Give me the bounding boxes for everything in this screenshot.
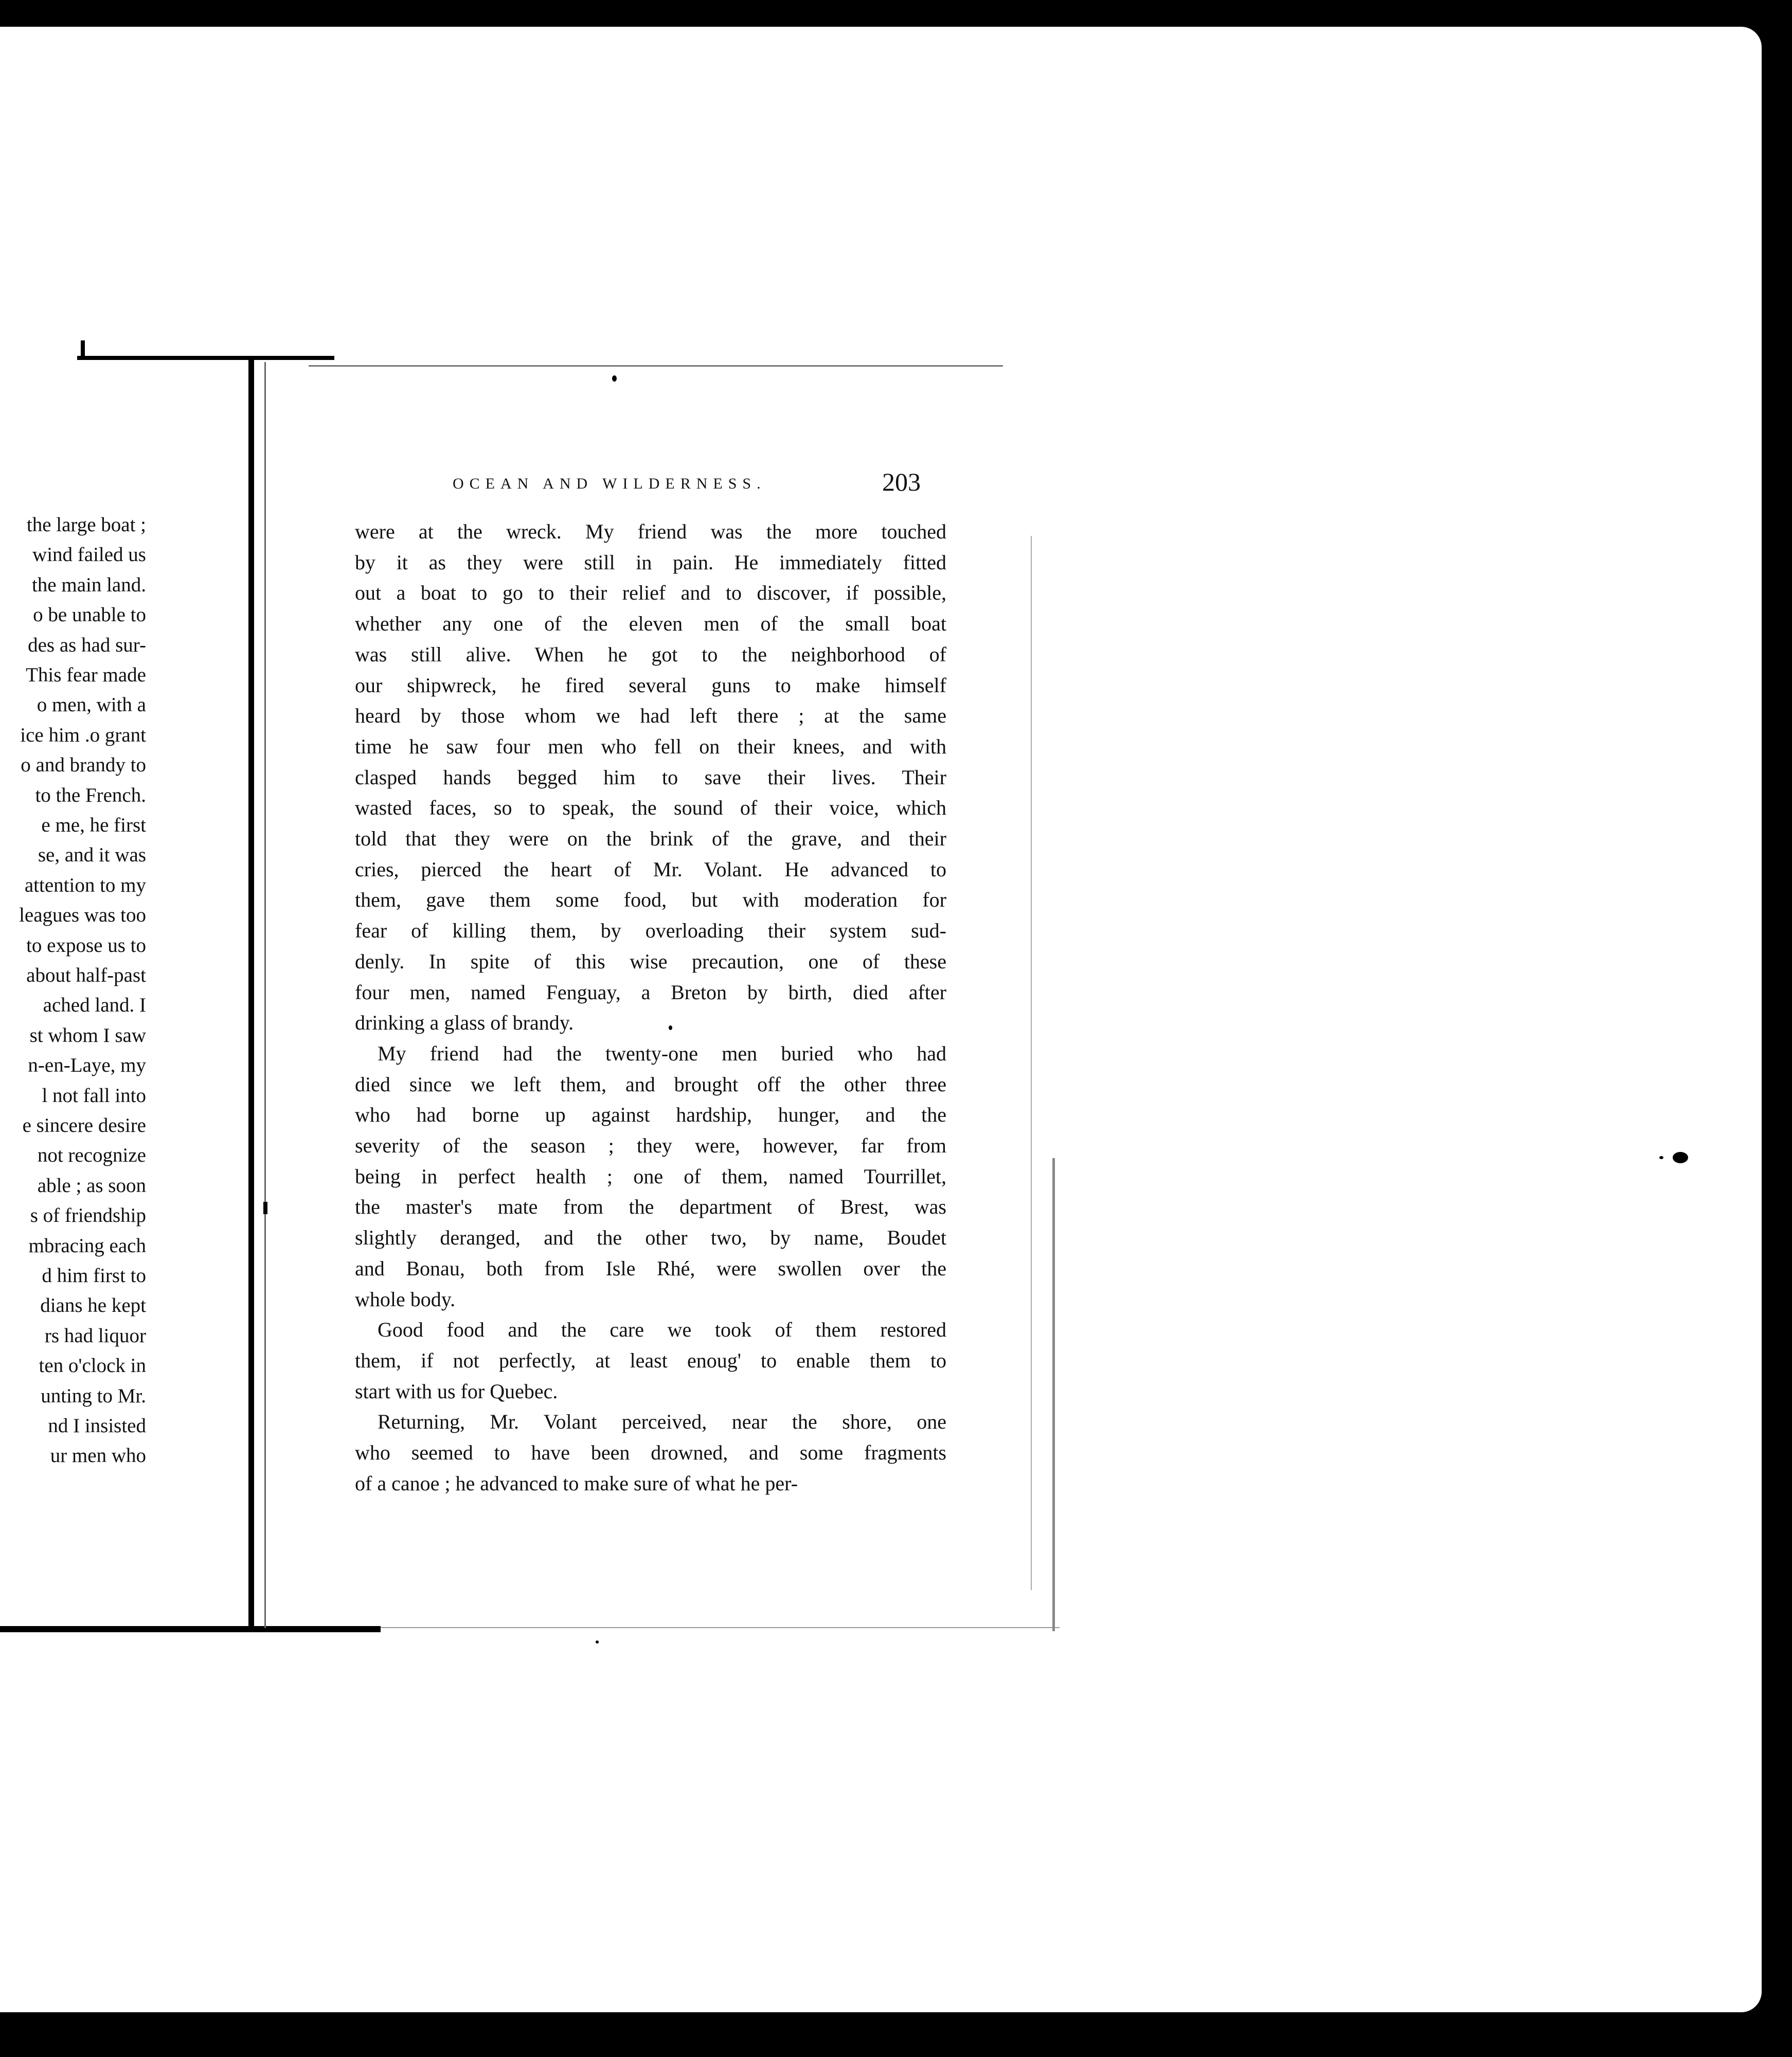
corner-tick	[81, 340, 85, 358]
text-line: unting to Mr.	[41, 1384, 146, 1407]
paragraph	[355, 1038, 946, 1314]
text-line: wasted faces, so to speak, the sound of their voice, which	[355, 796, 946, 820]
text-line: leagues was too	[19, 904, 146, 927]
page-number: 203	[882, 467, 921, 496]
text-line: not recognize	[37, 1144, 146, 1167]
paragraph	[355, 1314, 946, 1406]
text-line: were at the wreck. My friend was the more touched	[355, 520, 946, 543]
text-line: e me, he first	[41, 814, 146, 836]
text-line: by it as they were still in pain. He immediately fitted	[355, 550, 946, 574]
text-line: s of friendship	[30, 1204, 146, 1227]
spine-notch	[263, 1202, 267, 1214]
text-line: o be unable to	[33, 604, 146, 626]
scan-speck	[1673, 1152, 1688, 1163]
spine-inner-line	[264, 362, 266, 1628]
text-line: them, gave them some food, but with moderation for	[355, 888, 946, 912]
text-line: l not fall into	[42, 1084, 146, 1107]
top-rule-right	[309, 365, 1003, 367]
paragraph	[355, 1406, 946, 1499]
text-line: ten o'clock in	[39, 1355, 146, 1377]
text-line: n-en-Laye, my	[28, 1054, 146, 1077]
fore-edge-line-dark	[1052, 1158, 1055, 1631]
text-line: o men, with a	[37, 694, 146, 716]
text-line: ur men who	[50, 1445, 146, 1467]
top-rule-left	[77, 356, 334, 360]
text-line: des as had sur-	[28, 634, 146, 656]
text-line: the master's mate from the department of Brest, was	[355, 1195, 946, 1219]
text-line: start with us for Quebec.	[355, 1379, 558, 1403]
text-line: se, and it was	[38, 844, 146, 867]
text-line: whether any one of the eleven men of the small boat	[355, 612, 946, 636]
paragraph	[355, 516, 946, 1038]
text-line: the large boat ;	[26, 514, 146, 536]
text-line: e sincere desire	[22, 1114, 146, 1136]
text-line: This fear made	[26, 664, 146, 686]
scan-speck	[596, 1640, 599, 1644]
text-line: drinking a glass of brandy.	[355, 1011, 574, 1035]
text-line: slightly deranged, and the other two, by name, Boudet	[355, 1226, 946, 1250]
text-line: died since we left them, and brought off the other three	[355, 1072, 946, 1096]
scan-speck	[612, 375, 617, 382]
text-line: them, if not perfectly, at least enoug' to enable them to	[355, 1348, 946, 1372]
text-line: out a boat to go to their relief and to discover, if possible,	[355, 581, 946, 605]
spine-outer-line	[248, 360, 254, 1630]
text-line: the main land.	[31, 573, 146, 596]
text-line: My friend had the twenty-one men buried who had	[378, 1041, 946, 1065]
text-line: four men, named Fenguay, a Breton by birth, died after	[355, 980, 946, 1004]
text-line: ice him .o grant	[20, 724, 146, 746]
text-line: dians he kept	[40, 1294, 146, 1317]
text-line: about half-past	[26, 964, 146, 986]
text-line: to expose us to	[26, 934, 146, 957]
text-line: denly. In spite of this wise precaution, one of these	[355, 949, 946, 973]
text-line: Good food and the care we took of them restored	[378, 1318, 946, 1342]
text-line: nd I insisted	[48, 1415, 146, 1437]
fore-edge-line	[1031, 536, 1032, 1590]
text-line: Returning, Mr. Volant perceived, near the shore, one	[378, 1410, 946, 1434]
bottom-rule-right	[381, 1627, 1060, 1628]
text-line: st whom I saw	[29, 1024, 146, 1046]
text-line: was still alive. When he got to the neighborhood of	[355, 642, 946, 666]
text-line: time he saw four men who fell on their knees, and with	[355, 734, 946, 758]
text-line: who seemed to have been drowned, and some fragments	[355, 1441, 946, 1465]
text-line: being in perfect health ; one of them, named Tourrillet,	[355, 1164, 946, 1188]
text-line: of a canoe ; he advanced to make sure of what he per-	[355, 1471, 798, 1495]
text-line: severity of the season ; they were, however, far from	[355, 1134, 946, 1158]
text-line: d him first to	[42, 1265, 146, 1287]
text-line: rs had liquor	[44, 1324, 146, 1347]
text-line: attention to my	[24, 874, 146, 896]
running-head: OCEAN AND WILDERNESS.	[453, 475, 766, 492]
text-line: cries, pierced the heart of Mr. Volant. He advanced to	[355, 857, 946, 881]
left-page-fragment	[0, 510, 149, 1503]
scan-speck	[1659, 1156, 1663, 1159]
text-line: ached land. I	[43, 994, 146, 1017]
page-body	[355, 516, 946, 1499]
text-line: able ; as soon	[37, 1174, 146, 1197]
text-line: clasped hands begged him to save their lives. Their	[355, 765, 946, 789]
text-line: fear of killing them, by overloading their system sud-	[355, 919, 946, 943]
text-line: whole body.	[355, 1287, 456, 1311]
bottom-rule-left	[0, 1626, 381, 1632]
text-line: heard by those whom we had left there ; at the same	[355, 704, 946, 728]
text-line: mbracing each	[28, 1234, 146, 1257]
text-line: told that they were on the brink of the grave, and their	[355, 827, 946, 851]
text-line: to the French.	[35, 784, 146, 806]
text-line: our shipwreck, he fired several guns to make himself	[355, 673, 946, 697]
text-line: who had borne up against hardship, hunger, and the	[355, 1103, 946, 1127]
text-line: o and brandy to	[21, 754, 146, 777]
text-line: and Bonau, both from Isle Rhé, were swollen over the	[355, 1256, 946, 1280]
scanned-sheet	[0, 27, 1762, 2012]
text-line: wind failed us	[32, 544, 146, 566]
